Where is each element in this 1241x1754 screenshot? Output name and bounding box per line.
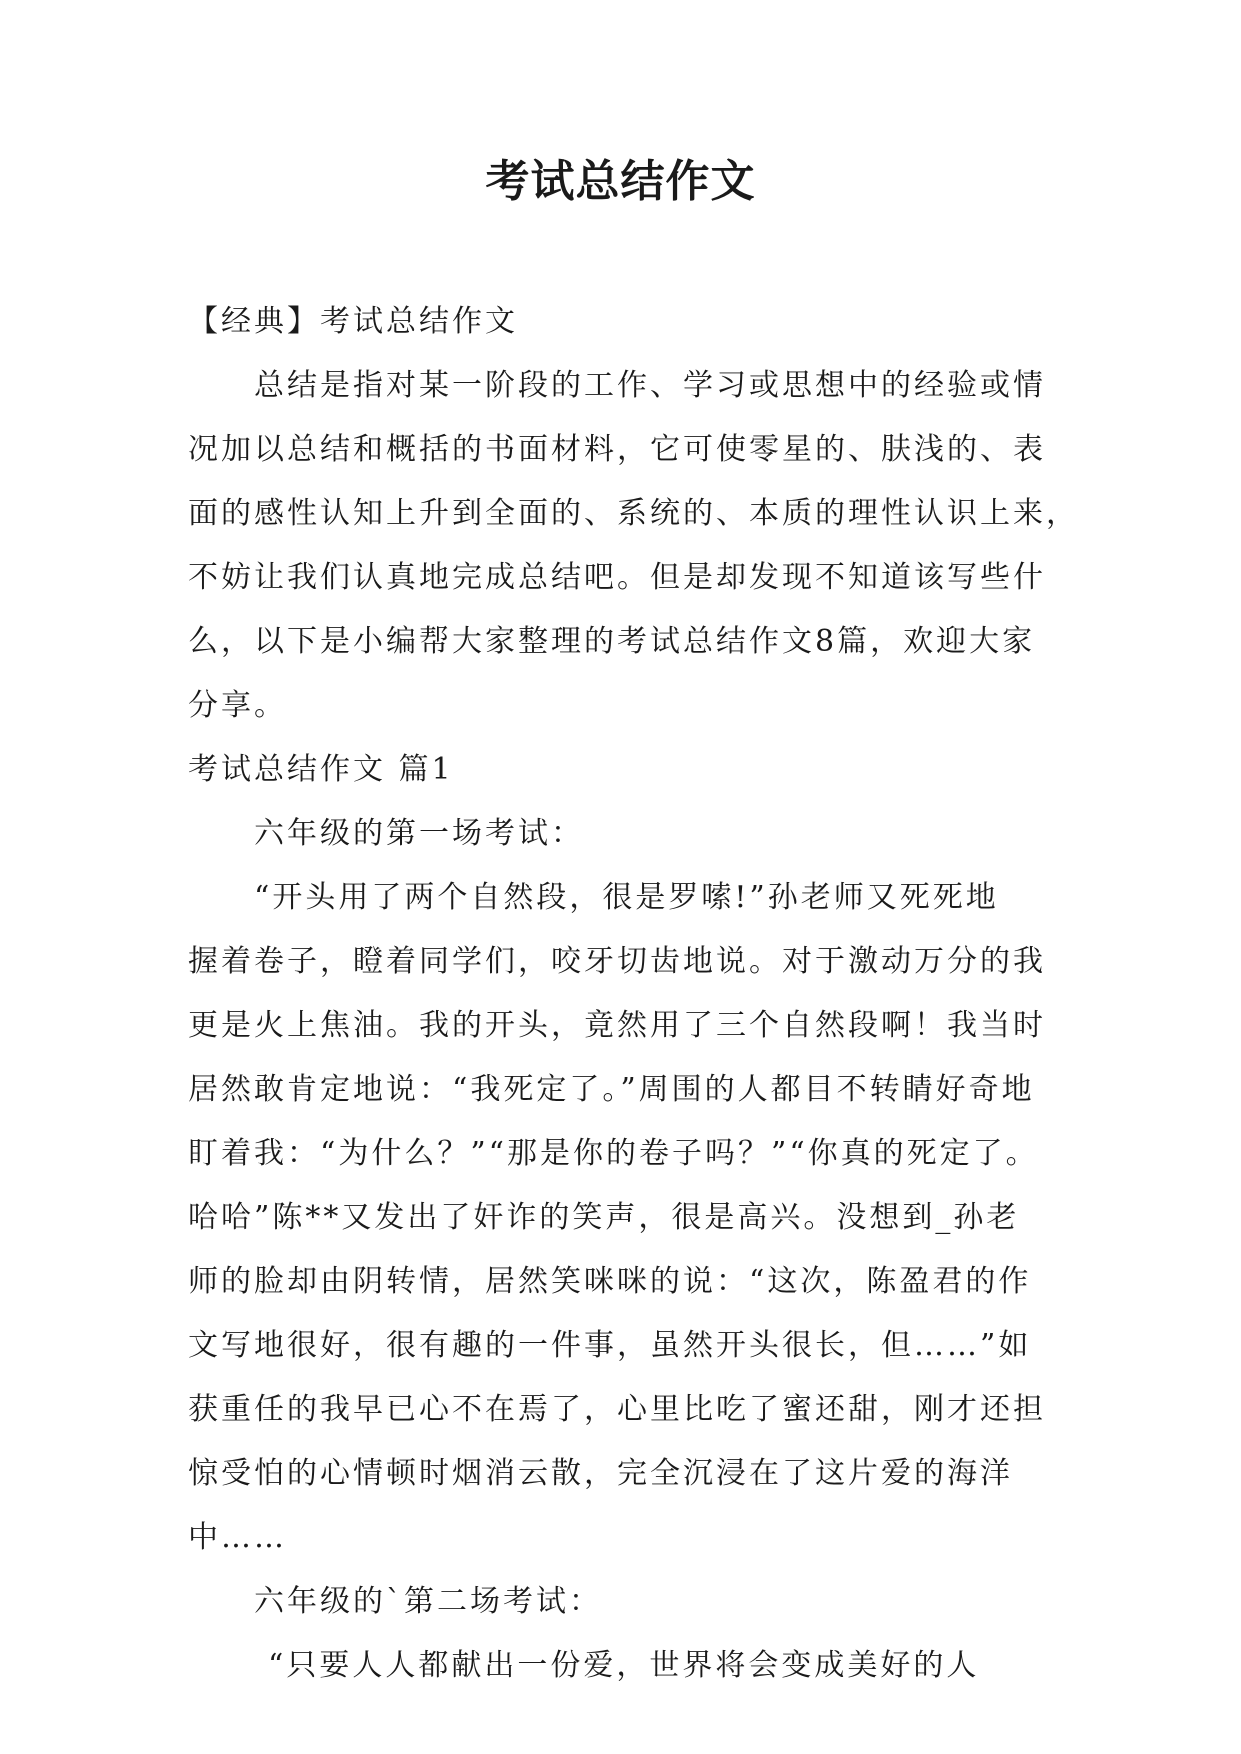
section-heading: 考试总结作文 篇1 [188,752,454,787]
story-line: 惊受怕的心情顿时烟消云散，完全沉浸在了这片爱的海洋 [188,1456,1013,1491]
intro-paragraph [188,354,1079,738]
story-line: 师的脸却由阴转情，居然笑咪咪的说：“这次，陈盈君的作 [188,1264,1032,1299]
story-line: “开头用了两个自然段，很是罗嗦!”孙老师又死死地 [254,880,999,915]
exam-two-label: 六年级的`第二场考试： [254,1584,602,1619]
intro-line: 总结是指对某一阶段的工作、学习或思想中的经验或情 [254,368,1046,403]
document-title: 考试总结作文 [485,156,756,207]
story-line: 哈哈”陈**又发出了奸诈的笑声，很是高兴。没想到_孙老 [188,1200,1020,1235]
story-line: 获重任的我早已心不在焉了，心里比吃了蜜还甜，刚才还担 [188,1392,1046,1427]
story-line: 盯着我：“为什么？”“那是你的卷子吗？”“你真的死定了。 [188,1136,1039,1171]
intro-line: 面的感性认知上升到全面的、系统的、本质的理性认识上来， [188,496,1079,531]
story-line: 中…… [188,1520,287,1555]
quote-line: “只要人人都献出一份爱，世界将会变成美好的人 [268,1648,980,1683]
intro-line: 不妨让我们认真地完成总结吧。但是却发现不知道该写些什 [188,560,1046,595]
story-line: 文写地很好，很有趣的一件事，虽然开头很长，但……”如 [188,1328,1032,1363]
intro-line: 分享。 [188,688,287,723]
story-paragraph [188,866,1058,1570]
subtitle-line: 【经典】考试总结作文 [188,304,518,339]
exam-one-label: 六年级的第一场考试： [254,816,584,851]
intro-line: 况加以总结和概括的书面材料，它可使零星的、肤浅的、表 [188,432,1046,467]
document-body [188,290,1079,1698]
story-line: 握着卷子，瞪着同学们，咬牙切齿地说。对于激动万分的我 [188,944,1046,979]
story-line: 更是火上焦油。我的开头，竟然用了三个自然段啊！我当时 [188,1008,1046,1043]
intro-line: 么，以下是小编帮大家整理的考试总结作文8篇，欢迎大家 [188,624,1036,659]
story-line: 居然敢肯定地说：“我死定了。”周围的人都目不转睛好奇地 [188,1072,1035,1107]
quote-paragraph [188,1634,1058,1698]
